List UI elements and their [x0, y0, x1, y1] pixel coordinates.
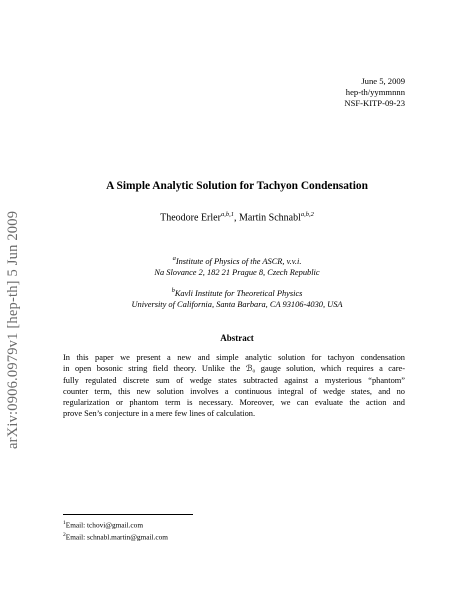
abstract-line: fully regulated discrete sum of wedge states subtracted against a mysterious “phantom” — [63, 375, 405, 385]
footnotes — [63, 518, 168, 543]
header-preprint-number: NSF-KITP-09-23 — [344, 98, 405, 108]
header-report-number: hep-th/yymmnnn — [345, 87, 405, 97]
abstract-heading: Abstract — [220, 333, 254, 343]
author-marks: a,b,1 — [220, 211, 234, 218]
footnote — [63, 518, 168, 530]
affiliation-mark: a — [172, 255, 176, 262]
abstract-line: prove Sen’s conjecture in a mere few lines of calculation. — [63, 409, 256, 419]
footnote-email: Email: tchovi@gmail.com — [65, 520, 143, 530]
footnote — [63, 530, 168, 542]
abstract-line: In this paper we present a new and simple analytic solution for tachyon condensation — [63, 353, 405, 362]
affiliation-mark: b — [171, 287, 175, 294]
affiliation — [0, 285, 474, 310]
footnote-mark: 1 — [63, 520, 66, 526]
author-name: Theodore Erler — [160, 212, 221, 224]
footnote-mark: 2 — [63, 532, 66, 539]
footnote-rule — [63, 514, 193, 515]
arxiv-identifier: arXiv:0906.0979v1 [hep-th] 5 Jun 2009 — [5, 210, 21, 450]
abstract-line: in open bosonic string field theory. Unlike the ℬ₀ gauge solution, which requires a care- — [63, 364, 405, 374]
affiliation-line: Na Slovance 2, 182 21 Prague 8, Czech Republic — [154, 267, 320, 277]
preprint-header — [344, 76, 405, 109]
author-name: Martin Schnabl — [238, 212, 301, 224]
affiliation-line: Kavli Institute for Theoretical Physics — [174, 288, 303, 298]
author-marks: a,b,2 — [300, 211, 314, 218]
affiliation — [0, 253, 474, 278]
paper-title: A Simple Analytic Solution for Tachyon Condensation — [106, 180, 368, 192]
abstract-line: counter term, this new solution involves a continuous integral of wedge states, and no — [63, 386, 405, 396]
affiliation-line: Institute of Physics of the ASCR, v.v.i. — [175, 256, 302, 266]
footnote-email: Email: schnabl.martin@gmail.com — [65, 532, 168, 542]
author-separator: , — [233, 212, 239, 224]
author-list — [0, 211, 474, 223]
abstract-line: regularization or phantom term is necessary. Moreover, we can evaluate the action and — [63, 398, 405, 408]
affiliation-line: University of California, Santa Barbara, CA 93106-4030, USA — [131, 299, 343, 309]
abstract-text — [63, 352, 405, 420]
header-date: June 5, 2009 — [361, 76, 405, 86]
